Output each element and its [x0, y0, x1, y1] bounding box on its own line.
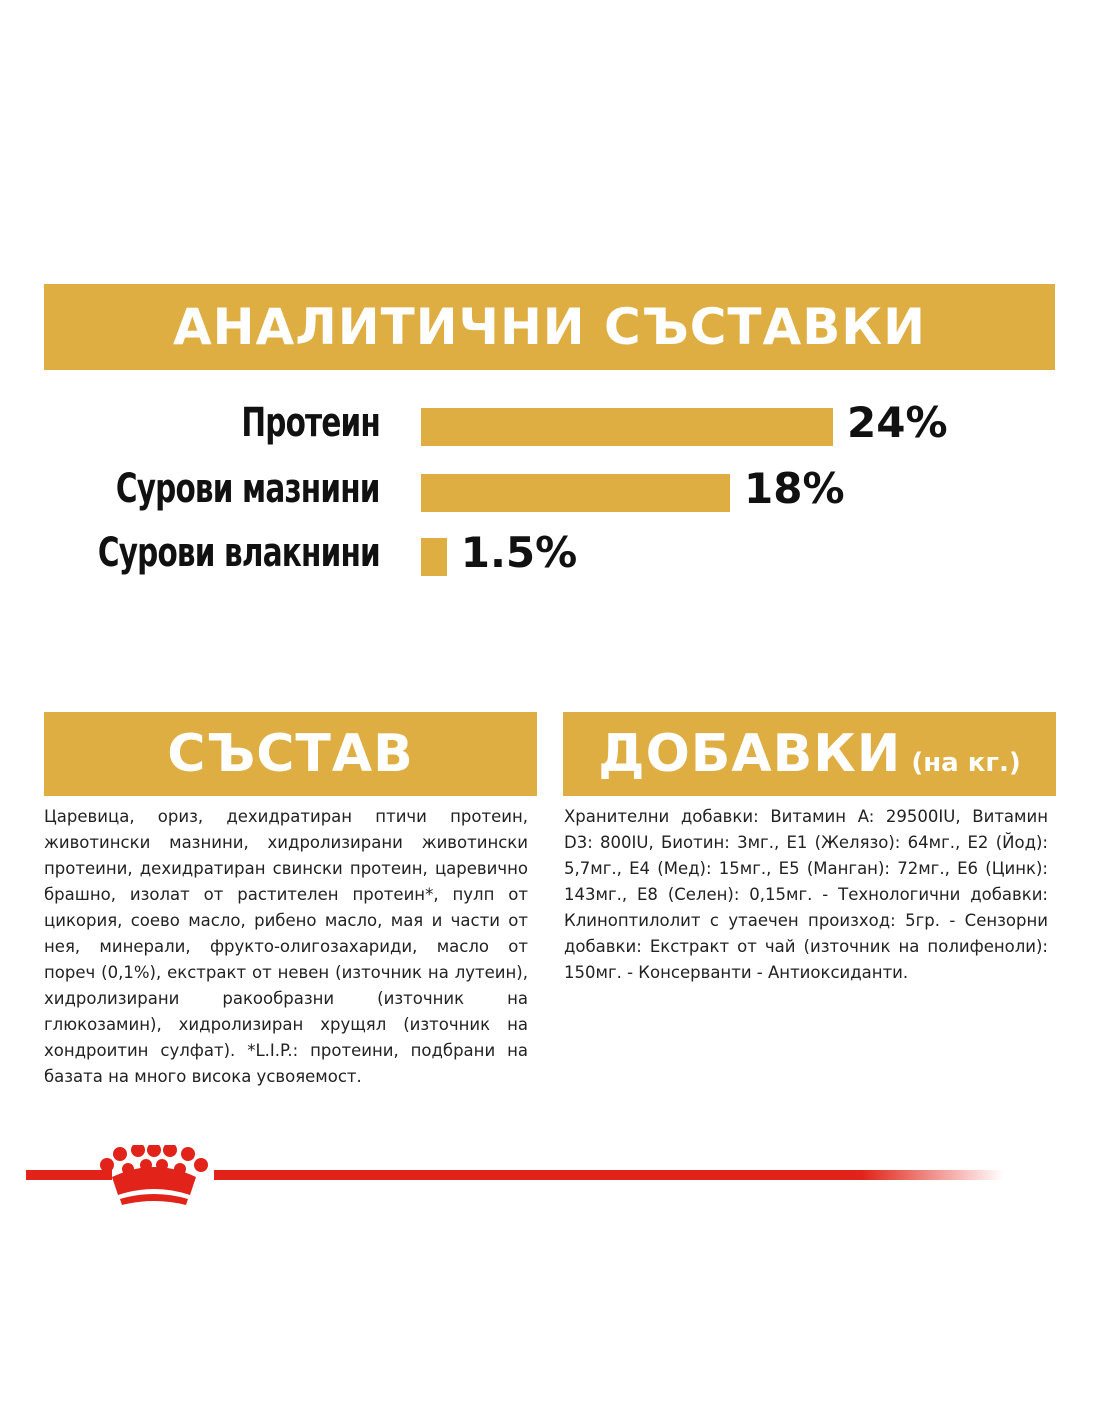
analytic-title	[44, 284, 1055, 370]
additives-title	[563, 712, 1056, 796]
nutrient-label: Сурови мазнини	[116, 466, 380, 512]
nutrient-value: 24%	[847, 398, 948, 447]
nutrient-bar	[421, 538, 447, 576]
nutrient-value: 1.5%	[460, 528, 578, 577]
composition-text: Царевица, ориз, дехидратиран птичи протеин, животински мазнини, хидролизирани животински протеини, дехидратиран свински протеин, царевично брашно, изолат от растителен протеин*, пулп от цикория, соево масло, рибено масло, мая и части от нея, минерали, фрукто-олигозахариди, масло от пореч (0,1%), екстракт от невен (източник на лутеин), хидролизирани ракообразни (източник на глюкозамин), хидролизиран хрущял (източник на хондроитин сулфат). *L.I.P.: протеини, подбрани на базата на много висока усвояемост.	[44, 807, 528, 1086]
nutrient-bar	[421, 408, 833, 446]
nutrient-label: Протеин	[241, 400, 380, 446]
crown-icon	[98, 1145, 210, 1207]
additives-subtitle: (на кг.)	[911, 748, 1021, 778]
composition-title	[44, 712, 537, 796]
additives-title-text: ДОБАВКИ	[598, 724, 902, 784]
nutrient-bar	[421, 474, 730, 512]
additives-text: Хранителни добавки: Витамин A: 29500IU, Витамин D3: 800IU, Биотин: 3мг., E1 (Желязо): 64мг., E2 (Йод): 5,7мг., E4 (Мед): 15мг., E5 (Манган): 72мг., E6 (Цинк): 143мг., E8 (Селен): 0,15мг. - Технологични добавки: Клиноптилолит с утаечен произход: 5гр. - Сензорни добавки: Екстракт от чай (източник на полифеноли): 150мг. - Консерванти - Антиоксиданти.	[564, 807, 1048, 982]
footer-line-right	[214, 1170, 1004, 1180]
nutrient-label: Сурови влакнини	[98, 530, 380, 576]
nutrient-value: 18%	[744, 464, 845, 513]
composition-title-text: СЪСТАВ	[167, 724, 414, 784]
analytic-title-text: АНАЛИТИЧНИ СЪСТАВКИ	[172, 298, 927, 356]
